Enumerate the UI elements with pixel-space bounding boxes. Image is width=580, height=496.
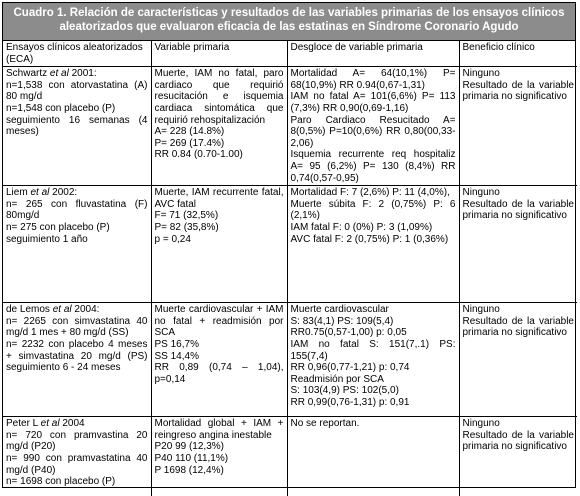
trial-author: Liem (6, 187, 28, 199)
column-header-clinical-benefit: Beneficio clínico (459, 41, 577, 67)
breakdown-cell (287, 303, 459, 417)
primary-variable-cell-line: PS 16,7% (154, 338, 199, 350)
clinical-benefit-cell-line: Resultado de la variable primaria no significativo (462, 79, 574, 103)
primary-variable-cell (151, 186, 287, 303)
primary-variable-cell (151, 67, 287, 186)
trials-table (3, 41, 577, 496)
primary-variable-cell-line: Muerte cardiovascular + IAM no fatal + readmisión por SCA (154, 304, 284, 339)
trial-detail: n= 990 con pramvastatina 40 mg/d (P40) (6, 452, 148, 476)
trial-year: 2001: (71, 68, 97, 80)
primary-variable-cell-line: P= 82 (35,8%) (154, 221, 219, 233)
clinical-benefit-cell-line: Resultado de la variable primaria no significativo (462, 429, 574, 453)
primary-variable-cell-line: A= 228 (14.8%) (154, 126, 225, 138)
table-caption: Cuadro 1. Relación de características y resultados de las variables primarias de los ensayos clínicos aleatorizados que evaluaron eficacia de las estatinas en Síndrome Coronario Agudo (3, 3, 575, 41)
clinical-benefit-cell-line: Resultado de la variable primaria no significativo (462, 315, 574, 339)
breakdown-cell-line: Isquemia recurrente req hospitaliz A= 95 (6,2%) P= 130 (8,4%) RR 0,74(0,57-0,95) (290, 149, 456, 184)
trial-cell (3, 186, 151, 303)
primary-variable-cell-line: P= 269 (17.4%) (154, 137, 225, 149)
trial-heading (6, 418, 148, 430)
breakdown-cell-line: RR 0,99(0,76-1,31) p: 0,91 (290, 396, 410, 408)
table-row (3, 67, 577, 186)
primary-variable-cell-line: Muerte, IAM recurrente fatal, AVC fatal (154, 187, 284, 210)
primary-variable-cell-line: Mortalidad global + IAM + reingreso angina inestable (154, 418, 284, 441)
clinical-benefit-cell (459, 303, 577, 417)
trial-detail: n=1,548 con placebo (P) (6, 102, 116, 114)
clinical-benefit-cell-line: Ninguno (462, 68, 500, 80)
trial-author: Peter L (6, 418, 38, 430)
breakdown-cell-line: RR 0,96(0,77-1,21) p: 0,74 (290, 362, 410, 374)
trial-year: 2002: (52, 187, 78, 199)
column-header-primary-variable: Variable primaria (151, 41, 287, 67)
clinical-benefit-cell (459, 186, 577, 303)
breakdown-cell-line: IAM no fatal A= 101(6,6%) P= 113 (7,3%) RR 0,90(0,69-1,16) (290, 91, 456, 114)
breakdown-cell-line: Readmisión por SCA (290, 373, 384, 385)
breakdown-cell-line: IAM no fatal S: 151(7,.1) PS: 155(7,4) (290, 338, 456, 362)
breakdown-cell-line: Muerte súbita F: 2 (0,75%) P: 6 (2,1%) (290, 198, 456, 222)
trial-etal: et al (49, 68, 69, 80)
trial-detail: n= 2232 con placebo 4 meses + simvastatina 20 mg/d (PS) seguimiento 6 - 24 meses (6, 338, 148, 374)
table-row (3, 417, 577, 496)
primary-variable-cell-line: RR 0,89 (0,74 – 1,04), p=0,14 (154, 362, 284, 385)
clinical-benefit-cell-line: Resultado de la variable primaria no significativo (462, 198, 574, 222)
breakdown-cell-line: IAM fatal F: 0 (0%) P: 3 (1,09%) (290, 221, 433, 233)
trial-etal: et al (52, 304, 72, 316)
primary-variable-cell-line: F= 71 (32,5%) (154, 210, 219, 222)
clinical-benefit-cell-line: Ninguno (462, 304, 500, 316)
table-row (3, 186, 577, 303)
breakdown-cell-line: Mortalidad A= 64(10,1%) P= 68(10,9%) RR 0.94(0,67-1,31) (290, 68, 456, 91)
breakdown-cell (287, 417, 459, 496)
breakdown-cell-line: S: 83(4,1) PS: 109(5,4) (290, 315, 394, 327)
clinical-benefit-cell-line: Ninguno (462, 418, 500, 430)
primary-variable-cell-line: p = 0,24 (154, 233, 191, 245)
trial-detail: n= 275 con placebo (P) (6, 221, 110, 233)
trial-heading (6, 68, 148, 80)
trial-heading (6, 304, 148, 316)
breakdown-cell-line: RR0.75(0,57-1,00) p: 0,05 (290, 327, 407, 339)
primary-variable-cell-line: RR 0.84 (0.70-1.00) (154, 149, 243, 161)
trial-detail: n= 2265 con simvastatina 40 mg/d 1 mes + 80 mg/d (SS) (6, 315, 148, 339)
trial-cell (3, 417, 151, 496)
trial-year: 2004 (62, 418, 85, 430)
clinical-benefit-cell (459, 67, 577, 186)
table-frame (2, 2, 576, 488)
primary-variable-cell-line: SS 14,4% (154, 350, 199, 362)
trial-detail: seguimiento 16 semanas (4 meses) (6, 114, 148, 138)
trial-cell (3, 303, 151, 417)
trial-etal: et al (30, 187, 50, 199)
trial-detail: seguimiento 1 año (6, 233, 88, 245)
trial-detail: n= 1698 con placebo (P) (6, 476, 116, 488)
breakdown-cell-line: Muerte cardiovascular (290, 304, 389, 316)
breakdown-cell-line: Paro Cardiaco Resucitado A= 8(0,5%) P=10(0,6%) RR 0,80(00,33-2,06) (290, 114, 456, 149)
breakdown-cell-line: AVC fatal F: 2 (0,75%) P: 1 (0,36%) (290, 233, 449, 245)
trial-detail: n= 720 con pramvastina 20 mg/d (P20) (6, 429, 148, 453)
breakdown-cell-line: No se reportan. (290, 418, 360, 430)
trial-detail: n= 265 con fluvastatina (F) 80mg/d (6, 198, 148, 222)
trial-etal: et al (40, 418, 60, 430)
trial-heading (6, 187, 148, 199)
primary-variable-cell-line: P40 110 (11,1%) (154, 452, 229, 464)
header-row (3, 41, 577, 67)
trial-author: Schwartz (6, 68, 48, 80)
table-row (3, 303, 577, 417)
clinical-benefit-cell (459, 417, 577, 496)
breakdown-cell-line: Mortalidad F: 7 (2,6%) P: 11 (4,0%), (290, 187, 450, 199)
primary-variable-cell-line: P 1698 (12,4%) (154, 464, 224, 476)
breakdown-cell (287, 186, 459, 303)
trial-cell (3, 67, 151, 186)
clinical-benefit-cell-line: Ninguno (462, 187, 500, 199)
trial-author: de Lemos (6, 304, 50, 316)
primary-variable-cell (151, 417, 287, 496)
breakdown-cell (287, 67, 459, 186)
column-header-trials: Ensayos clínicos aleatorizados (ECA) (3, 41, 151, 67)
primary-variable-cell-line: Muerte, IAM no fatal, paro cardiaco que requirió resucitación e isquemia cardiaca sintomática que requirió rehospitalización (154, 68, 284, 126)
trial-detail: n=1,538 con atorvastatina (A) 80 mg/d (6, 79, 148, 103)
primary-variable-cell (151, 303, 287, 417)
breakdown-cell-line: S: 103(4,9) PS: 102(5,0) (290, 385, 399, 397)
column-header-breakdown: Desgloce de variable primaria (287, 41, 459, 67)
trial-year: 2004: (74, 304, 100, 316)
primary-variable-cell-line: P20 99 (12,3%) (154, 441, 224, 453)
